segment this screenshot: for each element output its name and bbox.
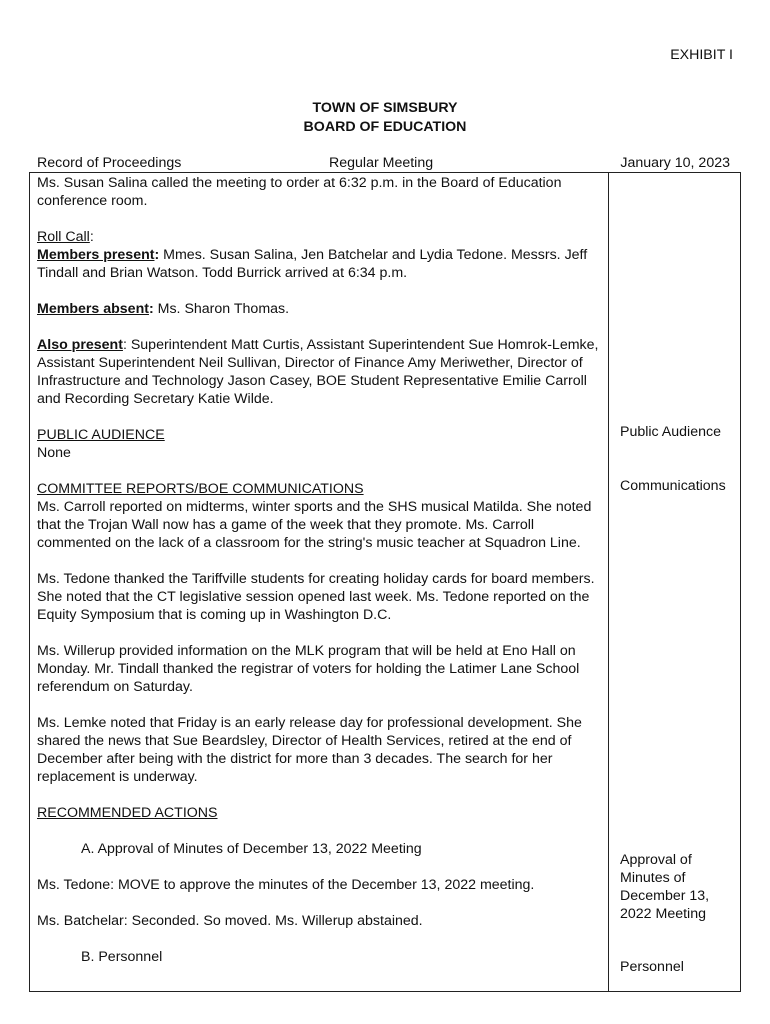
members-absent-label: Members absent xyxy=(37,301,149,317)
roll-call-title: Roll Call xyxy=(37,229,90,245)
members-present-label: Members present xyxy=(37,247,155,263)
side-note-public-audience: Public Audience xyxy=(620,424,721,440)
members-absent xyxy=(37,300,603,318)
second-text: Ms. Batchelar: Seconded. So moved. Ms. Willerup abstained. xyxy=(37,913,423,929)
committee-para-carroll: Ms. Carroll reported on midterms, winter sports and the SHS musical Matilda. She noted that the Trojan Wall now has a game of the week that they promote. Ms. Carroll commented on the lack of a classroom for the string's music teacher at Squadron Line. xyxy=(37,499,592,551)
side-note-approval-minutes: Approval of Minutes of December 13, 2022 Meeting xyxy=(620,852,710,922)
members-absent-colon: : xyxy=(148,301,154,317)
members-present-colon: : xyxy=(154,247,160,263)
public-audience-text: None xyxy=(37,445,71,461)
also-present-label: Also present xyxy=(37,337,123,353)
motion-text: Ms. Tedone: MOVE to approve the minutes of the December 13, 2022 meeting. xyxy=(37,877,535,893)
document-title-town: TOWN OF SIMSBURY xyxy=(312,100,458,116)
column-divider xyxy=(608,173,609,991)
also-present xyxy=(37,336,603,408)
action-item-b: B. Personnel xyxy=(81,949,163,965)
roll-call-colon: : xyxy=(89,229,94,245)
committee-para-tedone: Ms. Tedone thanked the Tariffville students for creating holiday cards for board members. She noted that the CT legislative session opened last week. Ms. Tedone reported on the Equity Symposium that is coming up in Washington D.C. xyxy=(37,571,595,623)
minutes-table xyxy=(29,172,741,992)
members-present-text: Mmes. Susan Salina, Jen Batchelar and Lydia Tedone. Messrs. Jeff Tindall and Brian Watson. Todd Burrick arrived at 6:34 p.m. xyxy=(37,247,588,281)
members-absent-text: Ms. Sharon Thomas. xyxy=(153,301,290,317)
roll-call-heading xyxy=(37,228,603,246)
committee-para-lemke: Ms. Lemke noted that Friday is an early release day for professional development. She shared the news that Sue Beardsley, Director of Health Services, retired at the end of December after being with the district for more than 3 decades. The search for her replacement is underway. xyxy=(37,715,582,785)
header-meeting-date: January 10, 2023 xyxy=(620,155,730,171)
header-meeting-type: Regular Meeting xyxy=(329,155,434,171)
members-present xyxy=(37,246,603,282)
side-note-communications: Communications xyxy=(620,478,726,494)
call-to-order: Ms. Susan Salina called the meeting to order at 6:32 p.m. in the Board of Education conference room. xyxy=(37,175,562,209)
minutes-main-column xyxy=(37,174,603,966)
also-present-text: : Superintendent Matt Curtis, Assistant Superintendent Sue Homrok-Lemke, Assistant Superintendent Neil Sullivan, Director of Finance Amy Meriwether, Director of Infrastructure and Technology Jason Casey, BOE Student Representative Emilie Carroll and Recording Secretary Katie Wilde. xyxy=(37,337,599,407)
committee-para-willerup: Ms. Willerup provided information on the MLK program that will be held at Eno Hall on Monday. Mr. Tindall thanked the registrar of voters for holding the Latimer Lane School referendum on Saturday. xyxy=(37,643,580,695)
committee-heading: COMMITTEE REPORTS/BOE COMMUNICATIONS xyxy=(37,481,364,497)
header-record-label: Record of Proceedings xyxy=(37,155,182,171)
action-item-a: A. Approval of Minutes of December 13, 2022 Meeting xyxy=(81,841,422,857)
document-title-board: BOARD OF EDUCATION xyxy=(303,119,467,135)
side-note-personnel: Personnel xyxy=(620,959,684,975)
exhibit-label: EXHIBIT I xyxy=(670,47,733,63)
public-audience-heading: PUBLIC AUDIENCE xyxy=(37,427,165,443)
recommended-actions-heading: RECOMMENDED ACTIONS xyxy=(37,805,218,821)
